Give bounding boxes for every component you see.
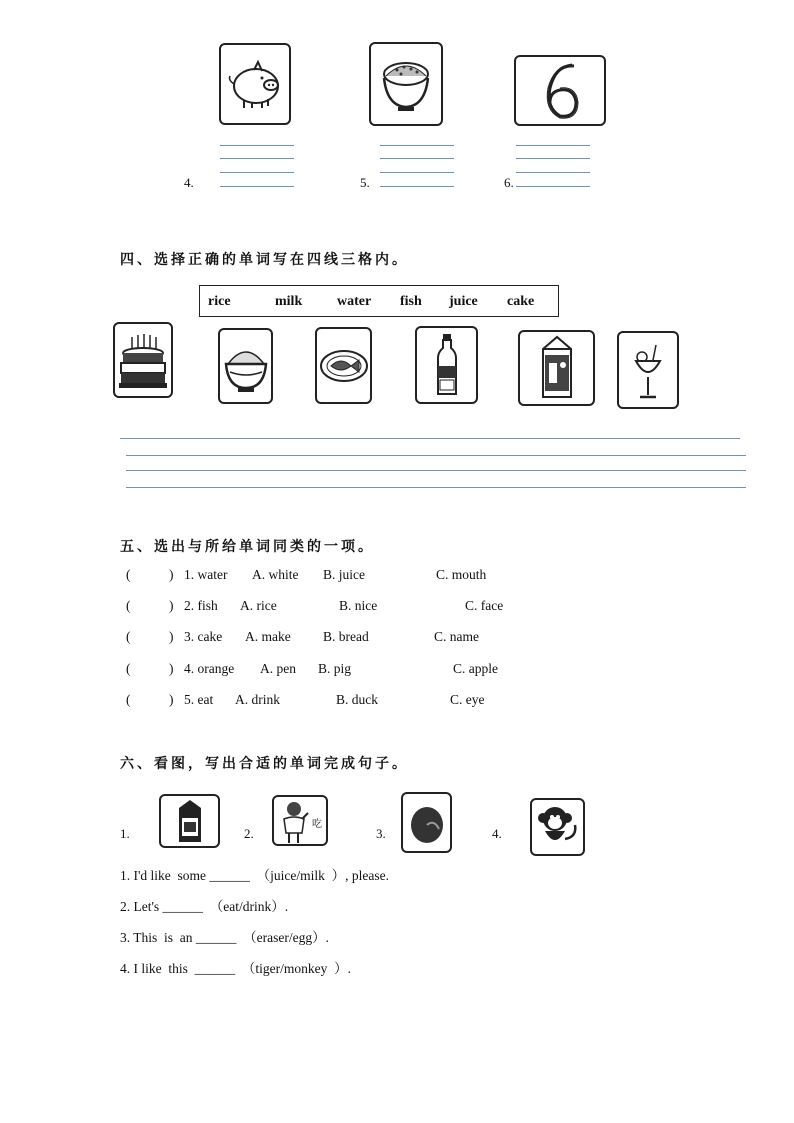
word-fish: fish: [400, 294, 422, 309]
rice-bowl-picture: [369, 42, 443, 126]
question-word: 3. cake: [184, 629, 223, 644]
writing-lines-4[interactable]: [220, 145, 294, 189]
fish-plate-icon: [319, 346, 369, 386]
writing-line[interactable]: [120, 438, 740, 439]
water-picture: [415, 326, 478, 404]
water-bottle-icon: [432, 332, 462, 398]
writing-lines-6[interactable]: [516, 145, 590, 189]
cake-picture: [113, 322, 173, 398]
rice-bowl-icon: [222, 336, 270, 396]
option-b: B. juice: [323, 567, 365, 582]
option-a: A. pen: [260, 661, 296, 676]
rice-bowl-icon: [377, 52, 435, 116]
question-word: 1. water: [184, 567, 228, 582]
rice-picture: [218, 328, 273, 404]
option-b: B. nice: [339, 598, 378, 613]
answer-blank[interactable]: ): [169, 692, 174, 707]
picture-number-4: 4.: [492, 826, 502, 841]
question-word: 5. eat: [184, 692, 214, 707]
word-water: water: [337, 294, 372, 309]
number-six-picture: [514, 55, 606, 126]
writing-line[interactable]: [126, 455, 746, 456]
option-b: B. bread: [323, 629, 369, 644]
word-milk: milk: [275, 294, 303, 309]
open-paren: (: [126, 598, 131, 613]
option-a: A. make: [245, 629, 291, 644]
section-5-heading: 五、选出与所给单词同类的一项。: [120, 539, 375, 555]
milk-carton-icon: [175, 798, 205, 844]
milk-carton-icon: [535, 335, 579, 401]
birthday-cake-icon: [118, 329, 168, 391]
monkey-picture: [530, 798, 585, 856]
option-a: A. white: [252, 567, 299, 582]
option-c: C. mouth: [436, 567, 487, 582]
eat-caption: 吃: [312, 819, 322, 830]
egg-icon: [406, 799, 448, 847]
picture-number-2: 2.: [244, 826, 254, 841]
writing-line[interactable]: [126, 487, 746, 488]
answer-blank[interactable]: ): [169, 629, 174, 644]
answer-blank[interactable]: ): [169, 598, 174, 613]
open-paren: (: [126, 661, 131, 676]
open-paren: (: [126, 629, 131, 644]
option-b: B. duck: [336, 692, 378, 707]
picture-number-3: 3.: [376, 826, 386, 841]
sentence-4: 4. I like this ______ （tiger/monkey ）.: [120, 961, 351, 976]
juice-picture: [617, 331, 679, 409]
item-number-4: 4.: [184, 175, 194, 190]
pig-picture: [219, 43, 291, 125]
option-a: A. drink: [235, 692, 280, 707]
section-6-heading: 六、看图，写出合适的单词完成句子。: [120, 756, 409, 772]
word-rice: rice: [208, 294, 231, 309]
writing-line[interactable]: [126, 470, 746, 471]
option-a: A. rice: [240, 598, 277, 613]
milk-carton-picture: [159, 794, 220, 848]
sentence-2: 2. Let's ______ （eat/drink）.: [120, 899, 289, 914]
question-word: 2. fish: [184, 598, 218, 613]
boy-eating-picture: [272, 795, 328, 846]
answer-blank[interactable]: ): [169, 661, 174, 676]
egg-picture: [401, 792, 452, 853]
open-paren: (: [126, 692, 131, 707]
picture-number-1: 1.: [120, 826, 130, 841]
sentence-1: 1. I'd like some ______ （juice/milk ）, please.: [120, 868, 390, 883]
sentence-3: 3. This is an ______ （eraser/egg）.: [120, 930, 329, 945]
option-b: B. pig: [318, 661, 352, 676]
option-c: C. face: [465, 598, 504, 613]
option-c: C. apple: [453, 661, 498, 676]
item-number-5: 5.: [360, 175, 370, 190]
answer-blank[interactable]: ): [169, 567, 174, 582]
question-word: 4. orange: [184, 661, 235, 676]
section-4-heading: 四、选择正确的单词写在四线三格内。: [120, 252, 409, 268]
writing-lines-5[interactable]: [380, 145, 454, 189]
option-c: C. name: [434, 629, 479, 644]
word-juice: juice: [449, 294, 478, 309]
number-six-icon: [530, 58, 590, 124]
option-c: C. eye: [450, 692, 485, 707]
word-bank-box: [199, 285, 559, 317]
word-cake: cake: [507, 294, 535, 309]
pig-icon: [224, 56, 286, 112]
monkey-icon: [535, 803, 581, 851]
open-paren: (: [126, 567, 131, 582]
juice-glass-icon: [628, 337, 668, 403]
milk-picture: [518, 330, 595, 406]
fish-picture: [315, 327, 372, 404]
item-number-6: 6.: [504, 175, 514, 190]
